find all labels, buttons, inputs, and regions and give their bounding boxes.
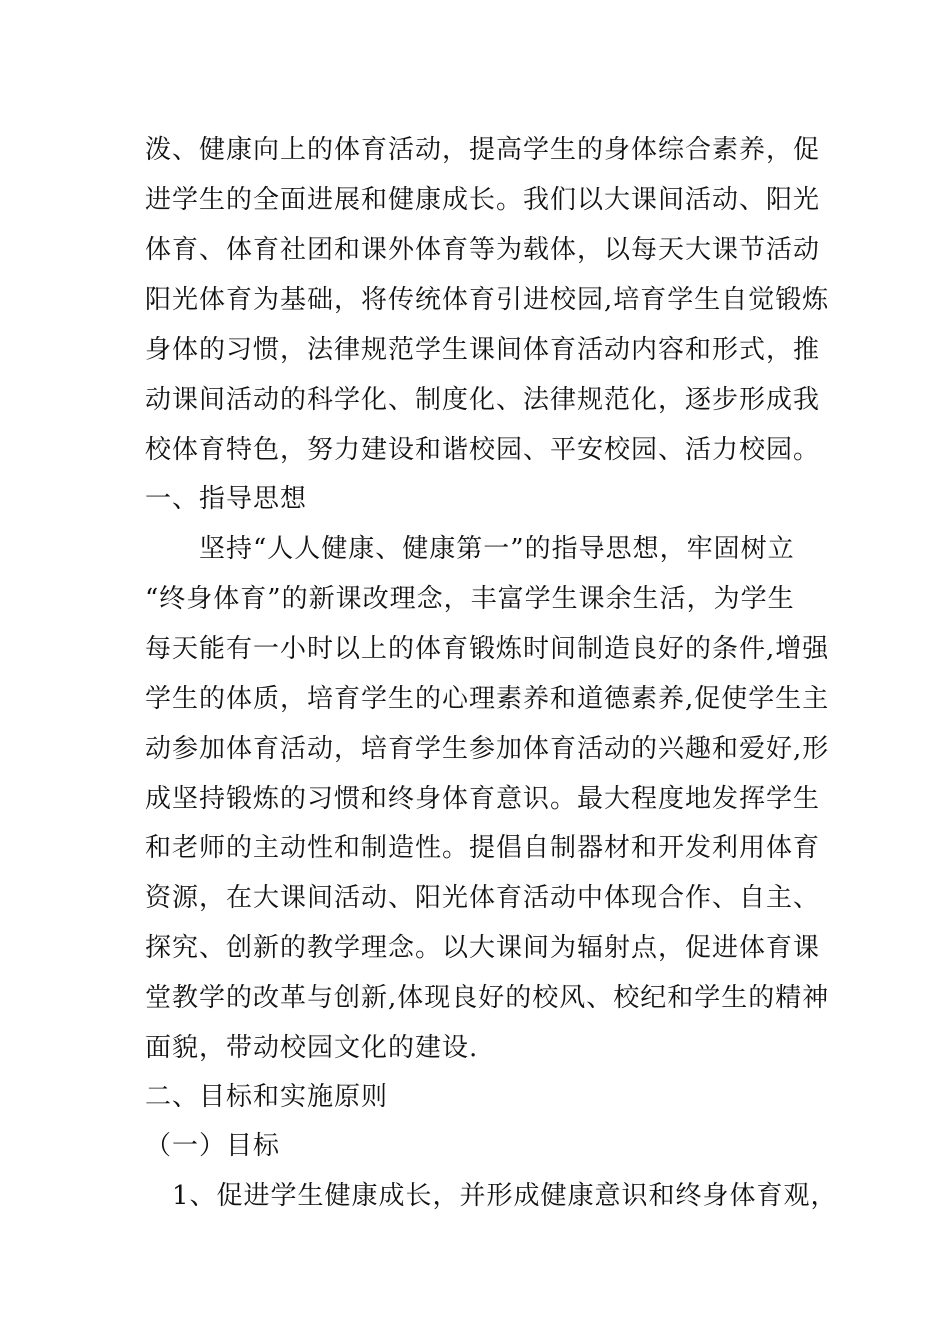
- paragraph-line: 体育、体育社团和课外体育等为载体，以每天大课节活动: [145, 235, 821, 265]
- subsection-heading: （一）目标: [145, 1131, 281, 1161]
- paragraph-line: 坚持“人人健康、健康第一”的指导思想，牢固树立: [145, 534, 795, 564]
- paragraph-line: 进学生的全面进展和健康成长。我们以大课间活动、阳光: [145, 185, 821, 215]
- paragraph-line: 每天能有一小时以上的体育锻炼时间制造良好的条件,增强: [145, 634, 830, 664]
- paragraph-line: 探究、创新的教学理念。以大课间为辐射点，促进体育课: [145, 933, 821, 963]
- paragraph-line: 校体育特色，努力建设和谐校园、平安校园、活力校园。: [145, 435, 821, 465]
- paragraph-line: 资源，在大课间活动、阳光体育活动中体现合作、自主、: [145, 883, 821, 913]
- paragraph-line: 动课间活动的科学化、制度化、法律规范化，逐步形成我: [145, 385, 821, 415]
- paragraph-line: 面貌，带动校园文化的建设.: [145, 1033, 479, 1063]
- paragraph-line: “终身体育”的新课改理念，丰富学生课余生活，为学生: [145, 584, 795, 614]
- paragraph-line: 动参加体育活动，培育学生参加体育活动的兴趣和爱好,形: [145, 734, 830, 764]
- list-item: 1、促进学生健康成长，并形成健康意识和终身体育观，: [145, 1181, 838, 1211]
- paragraph-line: 阳光体育为基础，将传统体育引进校园,培育学生自觉锻炼: [145, 285, 830, 315]
- paragraph-line: 泼、健康向上的体育活动，提高学生的身体综合素养，促: [145, 135, 821, 165]
- section-heading: 一、指导思想: [145, 484, 308, 514]
- paragraph-line: 堂教学的改革与创新,体现良好的校风、校纪和学生的精神: [145, 983, 830, 1013]
- paragraph-line: 身体的习惯，法律规范学生课间体育活动内容和形式，推: [145, 335, 821, 365]
- paragraph-line: 成坚持锻炼的习惯和终身体育意识。最大程度地发挥学生: [145, 784, 821, 814]
- paragraph-line: 学生的体质，培育学生的心理素养和道德素养,促使学生主: [145, 684, 830, 714]
- section-heading: 二、目标和实施原则: [145, 1082, 389, 1112]
- paragraph-line: 和老师的主动性和制造性。提倡自制器材和开发利用体育: [145, 833, 821, 863]
